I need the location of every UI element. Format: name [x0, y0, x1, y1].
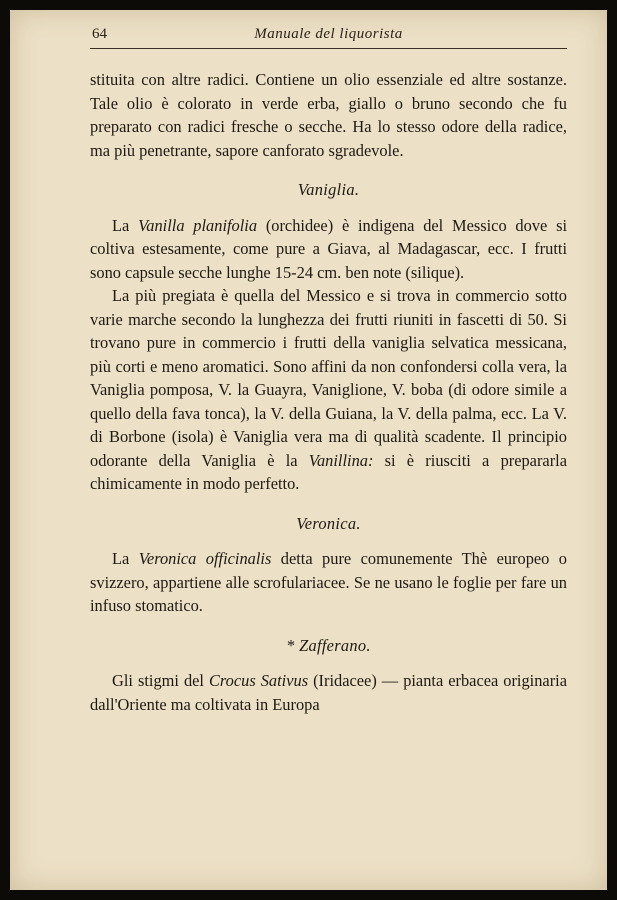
vaniglia-p1-after: (orchidee) è indigena del Messico dove si coltiva estesamente, come pure a Giava, al Madagascar, ecc. I frutti sono capsule secche lunghe 15-24 cm. ben note (silique). — [90, 215, 567, 282]
veronica-p1-species: Veronica officinalis — [138, 549, 272, 568]
vaniglia-p2-compound: Vanillina: — [308, 450, 374, 470]
vaniglia-p1-before: La — [112, 215, 139, 235]
veronica-paragraph-1 — [90, 547, 567, 618]
zafferano-p1-before: Gli stigmi del — [112, 671, 209, 690]
vaniglia-paragraph-1 — [90, 214, 567, 285]
zafferano-p1-after: (Iridacee) — pianta erbacea originaria dall'Oriente ma coltivata in Europa — [90, 671, 567, 714]
running-title: Manuale del liquorista — [254, 26, 403, 42]
veronica-p1-after: detta pure comunemente Thè europeo o svizzero, appartiene alle scrofulariacee. Se ne usano le foglie per fare un infuso stomatico. — [90, 549, 567, 615]
section-title-zafferano: * Zafferano. — [286, 635, 371, 655]
book-page — [10, 10, 607, 890]
zafferano-paragraph-1 — [90, 669, 567, 716]
opening-paragraph: stituita con altre radici. Contiene un olio essenziale ed altre sostanze. Tale olio è colorato in verde erba, giallo o bruno secondo che fu preparato con radici fresche o secche. Ha lo stesso odore della radice, ma più penetrante, sapore canforato sgradevole. — [90, 70, 567, 160]
page-header — [90, 22, 567, 49]
page-body — [90, 68, 567, 716]
zafferano-p1-species: Crocus Sativus — [208, 671, 309, 690]
vaniglia-p1-species: Vanilla planifolia — [138, 215, 258, 235]
section-title-veronica: Veronica. — [296, 513, 361, 533]
page-number: 64 — [92, 26, 107, 42]
vaniglia-p2-before: La più pregiata è quella del Messico e si trova in commercio sotto varie marche secondo la lunghezza dei frutti riuniti in fascetti di 50. Si trovano pure in commercio i frutti della vaniglia selvatica messicana, più corti e meno aromatici. Sono affini da non confondersi colla vera, la Vaniglia pomposa, V. la Guayra, Vaniglione, V. boba (di odore simile a quello della fava tonca), la V. della Guiana, la V. della palma, ecc. La V. di Borbone (isola) è Vaniglia vera ma di qualità scadente. Il principio odorante della Vaniglia è la — [90, 286, 567, 470]
vaniglia-paragraph-2 — [90, 284, 567, 496]
vaniglia-p2-after: si è riusciti a prepararla chimicamente in modo perfetto. — [90, 450, 567, 493]
section-title-vaniglia: Vaniglia. — [297, 180, 360, 199]
veronica-p1-before: La — [112, 549, 139, 568]
